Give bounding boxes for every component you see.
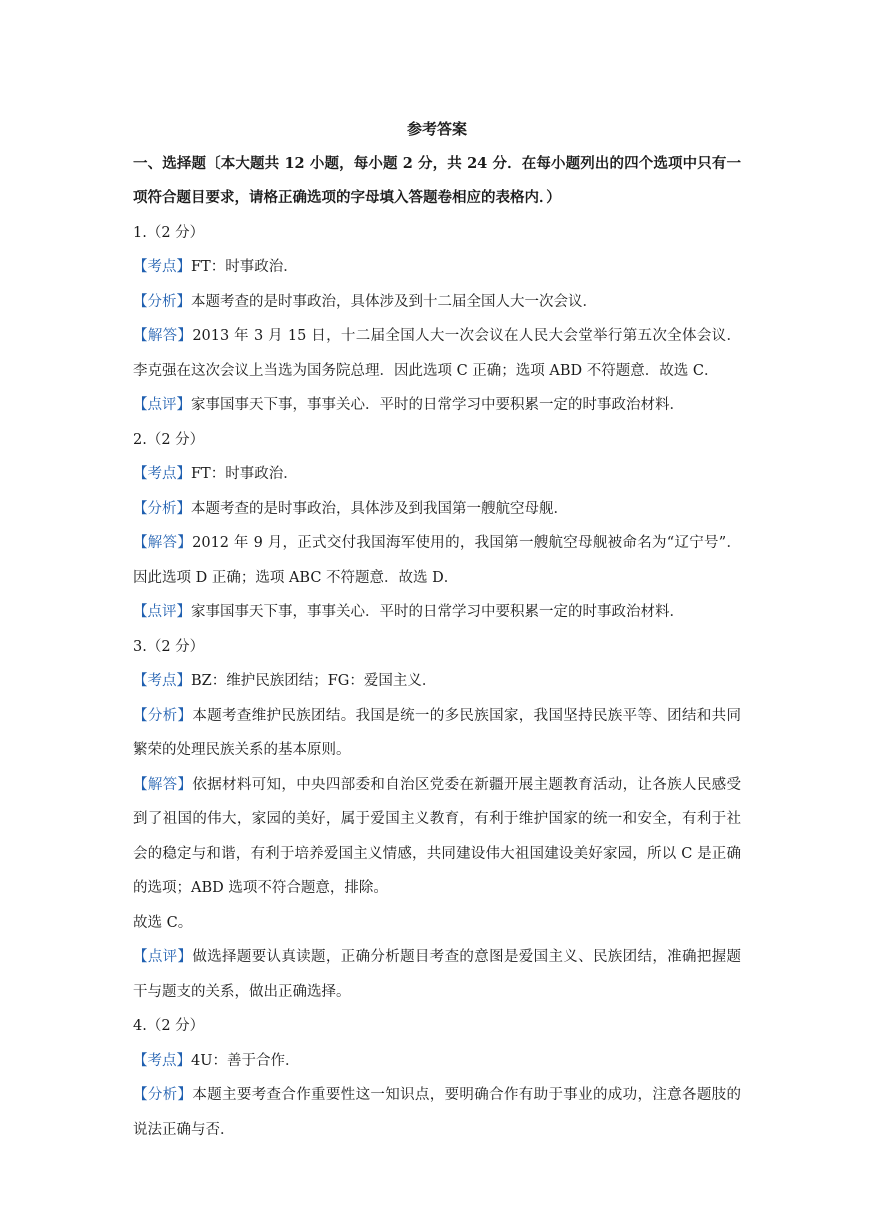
fenxi-tag: 【分析】 — [133, 707, 193, 724]
jieda-entry — [133, 768, 741, 906]
dianping-tag: 【点评】 — [133, 397, 191, 413]
section-heading: 一、选择题〔本大题共 12 小题，每小题 2 分，共 24 分．在每小题列出的四个选项中只有一项符合题目要求，请格正确选项的字母填入答题卷相应的表格内．） — [133, 154, 741, 206]
kaodian-text: BZ：维护民族团结；FG：爱国主义． — [191, 673, 437, 689]
jieda-entry — [133, 526, 741, 595]
jieda-entry — [133, 319, 741, 388]
kaodian-tag: 【考点】 — [133, 466, 191, 482]
question-block — [133, 630, 741, 1010]
jieda-text: 依据材料可知，中央四部委和自治区党委在新疆开展主题教育活动，让各族人民感受到了祖国的伟大，家园的美好，属于爱国主义教育，有利于维护国家的统一和安全，有利于社会的稳定与和谐，有利于培养爱国主义情感，共同建设伟大祖国建设美好家园，所以 C 是正确的选项；ABD 选项不符合题意，排除。 — [133, 776, 742, 896]
kaodian-entry — [133, 664, 741, 699]
answer-key-content — [133, 112, 741, 1147]
kaodian-tag: 【考点】 — [133, 1052, 191, 1069]
conclusion-text: 故选 C。 — [133, 914, 193, 931]
fenxi-tag: 【分析】 — [133, 500, 191, 517]
question-number: 3.（2 分） — [133, 638, 205, 655]
kaodian-text: FT：时事政治． — [191, 466, 298, 482]
dianping-entry — [133, 940, 741, 1009]
dianping-tag: 【点评】 — [133, 604, 191, 620]
dianping-text: 做选择题要认真读题，正确分析题目考查的意图是爱国主义、民族团结，准确把握题干与题支的关系，做出正确选择。 — [133, 949, 742, 1000]
page-title: 参考答案 — [406, 120, 467, 138]
jieda-tag: 【解答】 — [133, 535, 193, 551]
fenxi-text: 本题考查的是时事政治，具体涉及到十二届全国人大一次会议． — [191, 293, 597, 310]
question-number: 4.（2 分） — [133, 1018, 205, 1034]
fenxi-text: 本题考查维护民族团结。我国是统一的多民族国家，我国坚持民族平等、团结和共同繁荣的处理民族关系的基本原则。 — [133, 707, 742, 758]
jieda-tag: 【解答】 — [133, 328, 193, 344]
dianping-entry — [133, 595, 741, 630]
fenxi-text: 本题主要考查合作重要性这一知识点，要明确合作有助于事业的成功，注意各题肢的说法正确与否． — [133, 1087, 742, 1138]
dianping-text: 家事国事天下事，事事关心．平时的日常学习中要积累一定的时事政治材料． — [191, 397, 684, 413]
dianping-entry — [133, 388, 741, 423]
jieda-tag: 【解答】 — [133, 776, 193, 793]
fenxi-tag: 【分析】 — [133, 1087, 193, 1103]
fenxi-text: 本题考查的是时事政治，具体涉及到我国第一艘航空母舰． — [191, 500, 568, 517]
jieda-text: 2012 年 9 月，正式交付我国海军使用的，我国第一艘航空母舰被命名为“辽宁号”．因此选项 D 正确；选项 ABC 不符题意．故选 D． — [133, 535, 741, 586]
question-block — [133, 216, 741, 423]
kaodian-tag: 【考点】 — [133, 259, 191, 275]
fenxi-entry — [133, 699, 741, 768]
fenxi-tag: 【分析】 — [133, 293, 191, 310]
kaodian-text: 4U：善于合作． — [191, 1052, 300, 1069]
kaodian-entry — [133, 1044, 741, 1079]
question-number: 1.（2 分） — [133, 224, 205, 241]
dianping-text: 家事国事天下事，事事关心．平时的日常学习中要积累一定的时事政治材料． — [191, 604, 684, 620]
jieda-text: 2013 年 3 月 15 日，十二届全国人大一次会议在人民大会堂举行第五次全体会议．李克强在这次会议上当选为国务院总理．因此选项 C 正确；选项 ABD 不符题意．故选 C． — [133, 328, 742, 379]
fenxi-entry — [133, 285, 741, 320]
fenxi-entry — [133, 492, 741, 527]
question-number: 2.（2 分） — [133, 431, 205, 448]
kaodian-text: FT：时事政治． — [191, 259, 298, 275]
question-block — [133, 423, 741, 630]
question-block — [133, 1009, 741, 1147]
kaodian-entry — [133, 457, 741, 492]
fenxi-entry — [133, 1078, 741, 1147]
dianping-tag: 【点评】 — [133, 949, 193, 965]
kaodian-tag: 【考点】 — [133, 673, 191, 689]
kaodian-entry — [133, 250, 741, 285]
